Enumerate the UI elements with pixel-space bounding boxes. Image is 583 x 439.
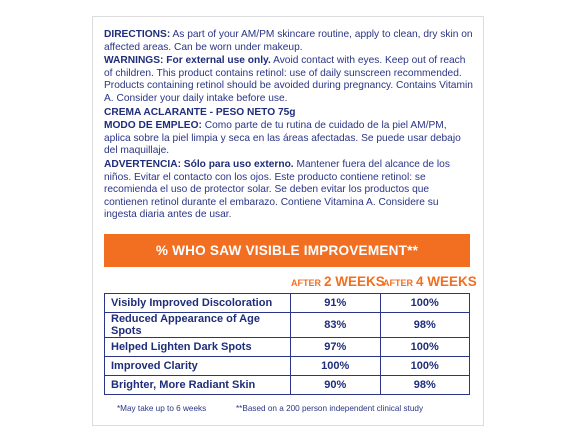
- table-row: [105, 294, 470, 313]
- value-2-weeks: 83%: [291, 313, 381, 338]
- modo-paragraph: [104, 120, 474, 158]
- value-4-weeks: 100%: [380, 357, 470, 376]
- results-table: [104, 293, 470, 395]
- instructions-text: [104, 29, 474, 223]
- table-row: [105, 376, 470, 395]
- row-label: Helped Lighten Dark Spots: [105, 338, 291, 357]
- value-4-weeks: 98%: [380, 376, 470, 395]
- value-2-weeks: 100%: [291, 357, 381, 376]
- value-2-weeks: 90%: [291, 376, 381, 395]
- advertencia-label: ADVERTENCIA: Sólo para uso externo.: [104, 158, 294, 170]
- advertencia-text: Mantener fuera del alcance de los niños. Evitar el contacto con los ojos. Este producto contiene retinol: se recomienda el uso de protector solar. Se deben evitar los productos que contienen retinol durante el embarazo. Contiene Vitamina A. Considere su ingesta diaria antes de usar.: [104, 158, 450, 221]
- directions-paragraph: [104, 29, 474, 54]
- footnote-study: **Based on a 200 person independent clinical study: [236, 404, 424, 413]
- warnings-paragraph: [104, 55, 474, 105]
- column-header-4-weeks: AFTER 4 WEEKS: [383, 274, 477, 289]
- directions-text: As part of your AM/PM skincare routine, apply to clean, dry skin on affected areas. Can be worn under makeup.: [104, 29, 473, 53]
- modo-text: Como parte de tu rutina de cuidado de la piel AM/PM, aplica sobre la piel limpia y seca en las áreas afectadas. Se puede usar debajo del maquillaje.: [104, 120, 461, 157]
- product-name-es: CREMA ACLARANTE - PESO NETO 75g: [104, 106, 296, 118]
- modo-label: MODO DE EMPLEO:: [104, 120, 202, 132]
- footnote-weeks: *May take up to 6 weeks: [117, 404, 207, 413]
- row-label: Brighter, More Radiant Skin: [105, 376, 291, 395]
- improvement-banner: % WHO SAW VISIBLE IMPROVEMENT**: [104, 234, 470, 267]
- row-label: Reduced Appearance of Age Spots: [105, 313, 291, 338]
- value-2-weeks: 97%: [291, 338, 381, 357]
- table-row: [105, 338, 470, 357]
- advertencia-paragraph: [104, 159, 474, 222]
- directions-label: DIRECTIONS:: [104, 29, 171, 40]
- value-4-weeks: 98%: [380, 313, 470, 338]
- row-label: Improved Clarity: [105, 357, 291, 376]
- value-4-weeks: 100%: [380, 294, 470, 313]
- table-row: [105, 313, 470, 338]
- warnings-label: WARNINGS: For external use only.: [104, 55, 271, 67]
- column-header-2-weeks: AFTER 2 WEEKS: [291, 274, 385, 289]
- warnings-text: Avoid contact with eyes. Keep out of reach of children. This product contains retinol: use of daily sunscreen recommended. Products containing retinol should be avoided during pregnancy. Contains Vitamin A. Consider your daily intake before use.: [104, 55, 473, 104]
- value-2-weeks: 91%: [291, 294, 381, 313]
- table-row: [105, 357, 470, 376]
- value-4-weeks: 100%: [380, 338, 470, 357]
- row-label: Visibly Improved Discoloration: [105, 294, 291, 313]
